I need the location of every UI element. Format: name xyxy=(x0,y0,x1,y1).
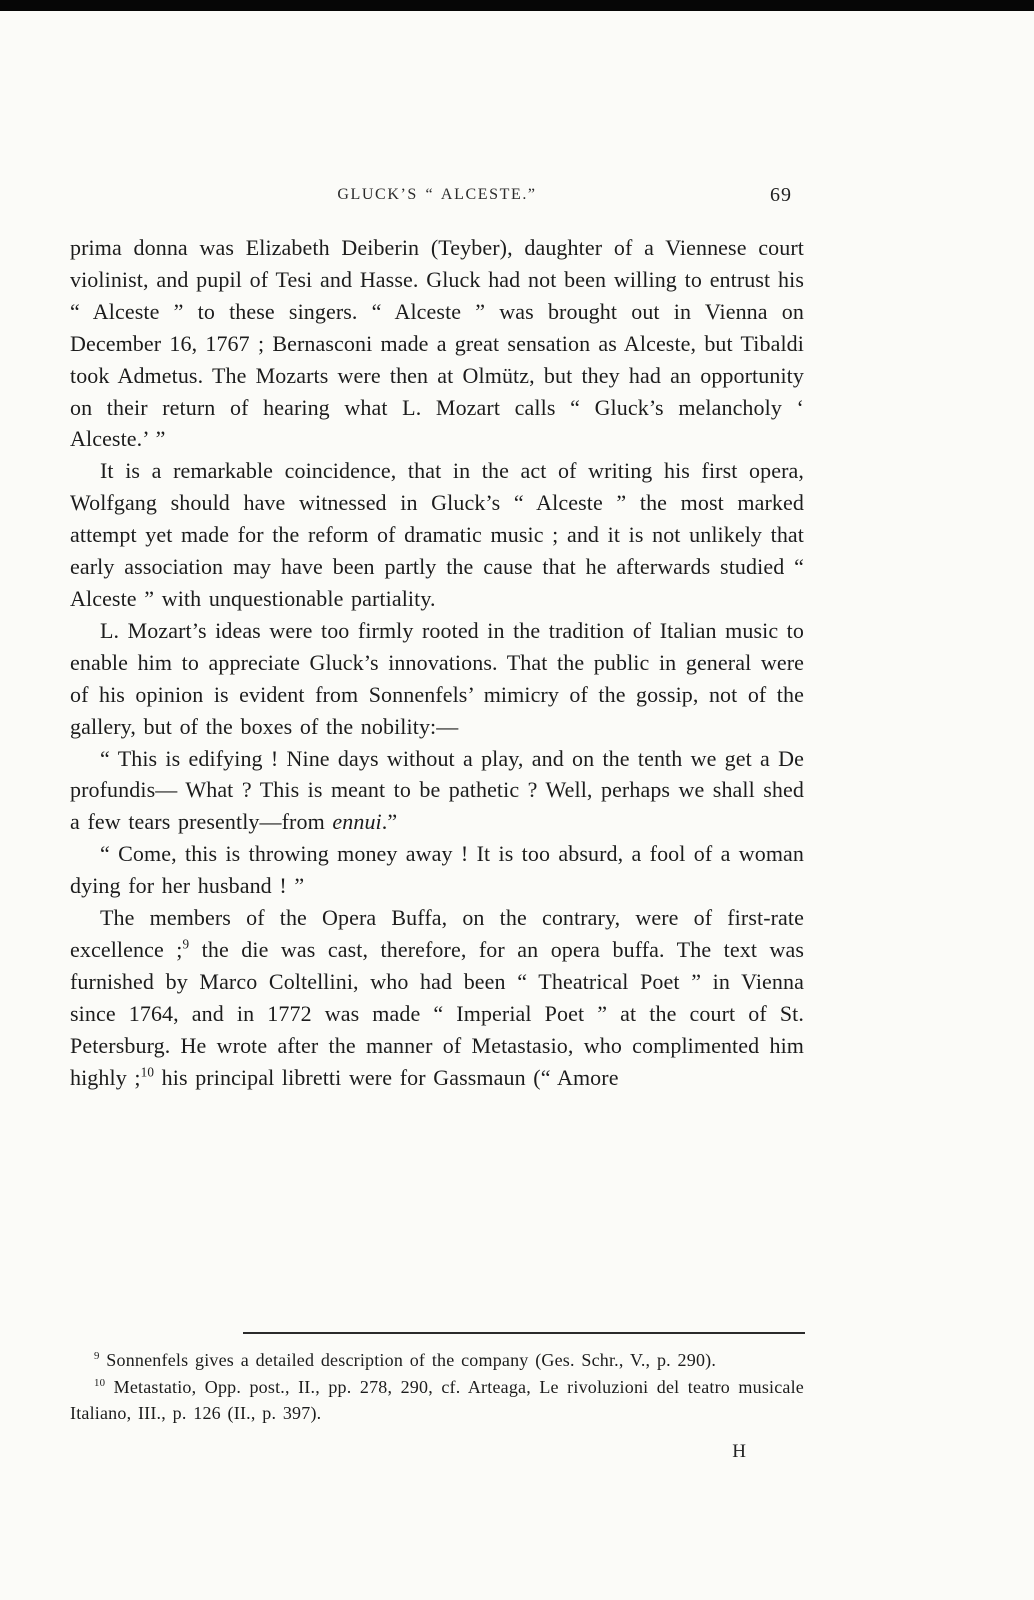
paragraph xyxy=(70,232,804,455)
page-title: GLUCK’S “ ALCESTE.” xyxy=(337,186,537,203)
text-segment: L. Mozart’s ideas were too firmly rooted in the tradition of Italian music to enable him to appreciate Gluck’s innovations. That the public in general were of his opinion is evident from Sonnenfels’ mimicry of the gossip, not of the gallery, but of the boxes of the nobility:— xyxy=(70,617,804,739)
text-segment: “ Come, this is throwing money away ! It is too absurd, a fool of a woman dying for her husband ! ” xyxy=(70,841,804,899)
page-number: 69 xyxy=(770,184,792,206)
paragraph xyxy=(70,838,804,902)
text-segment: the die was cast, therefore, for an opera buffa. The text was furnished by Marco Coltellini, who had been “ Theatrical Poet ” in Vienna since 1764, and in 1772 was made “ Imperial Poet ” at the court of St. Petersburg. He wrote after the manner of Metastasio, who complimented him highly ; xyxy=(70,936,804,1090)
text-segment: “ This is edifying ! Nine days without a play, and on the tenth we get a De profundis— What ? This is meant to be pathetic ? Well, perhaps we shall shed a few tears presently—from xyxy=(70,745,804,835)
text-segment: .” xyxy=(381,809,398,835)
paragraph xyxy=(70,902,804,1093)
paragraph xyxy=(70,455,804,615)
footnote-marker: 10 xyxy=(94,1376,106,1389)
text-segment: ennui xyxy=(332,809,382,835)
footnote xyxy=(70,1347,804,1374)
footnote-marker: 9 xyxy=(182,936,190,952)
text-segment: Sonnenfels gives a detailed description of the company (Ges. Schr., V., p. 290). xyxy=(99,1350,717,1370)
page-column xyxy=(70,0,804,1093)
text-segment: The members of the Opera Buffa, on the contrary, were of first-rate excellence ; xyxy=(70,905,804,962)
text-segment: his principal libretti were for Gassmaun (“ Amore xyxy=(154,1064,619,1090)
footnote-marker: 10 xyxy=(140,1064,155,1080)
running-head xyxy=(70,186,804,212)
text-segment: Metastatio, Opp. post., II., pp. 278, 290, cf. Arteaga, Le rivoluzioni del teatro musicale Italiano, III., p. 126 (II., p. 397). xyxy=(70,1376,804,1423)
body-paragraphs xyxy=(70,232,804,1093)
signature-mark: H xyxy=(732,1440,746,1462)
text-segment: It is a remarkable coincidence, that in the act of writing his first opera, Wolfgang should have witnessed in Gluck’s “ Alceste ” the most marked attempt yet made for the reform of dramatic music ; and it is not unlikely that early association may have been partly the cause that he afterwards studied “ Alceste ” with unquestionable partiality. xyxy=(70,458,804,611)
paragraph xyxy=(70,615,804,743)
paragraph xyxy=(70,743,804,839)
footnotes xyxy=(70,1347,804,1427)
text-segment: prima donna was Elizabeth Deiberin (Teyber), daughter of a Viennese court violinist, and pupil of Tesi and Hasse. Gluck had not been willing to entrust his “ Alceste ” to these singers. “ Alceste ” was brought out in Vienna on December 16, 1767 ; Bernasconi made a great sensation as Alceste, but Tibaldi took Admetus. The Mozarts were then at Olmütz, but they had an opportunity on their return of hearing what L. Mozart calls “ Gluck’s melancholy ‘ Alceste.’ ” xyxy=(70,235,804,452)
footnote-marker: 9 xyxy=(94,1350,100,1362)
footnote-separator xyxy=(243,1332,805,1334)
footnote xyxy=(70,1374,804,1427)
footnote-block xyxy=(70,1332,804,1463)
